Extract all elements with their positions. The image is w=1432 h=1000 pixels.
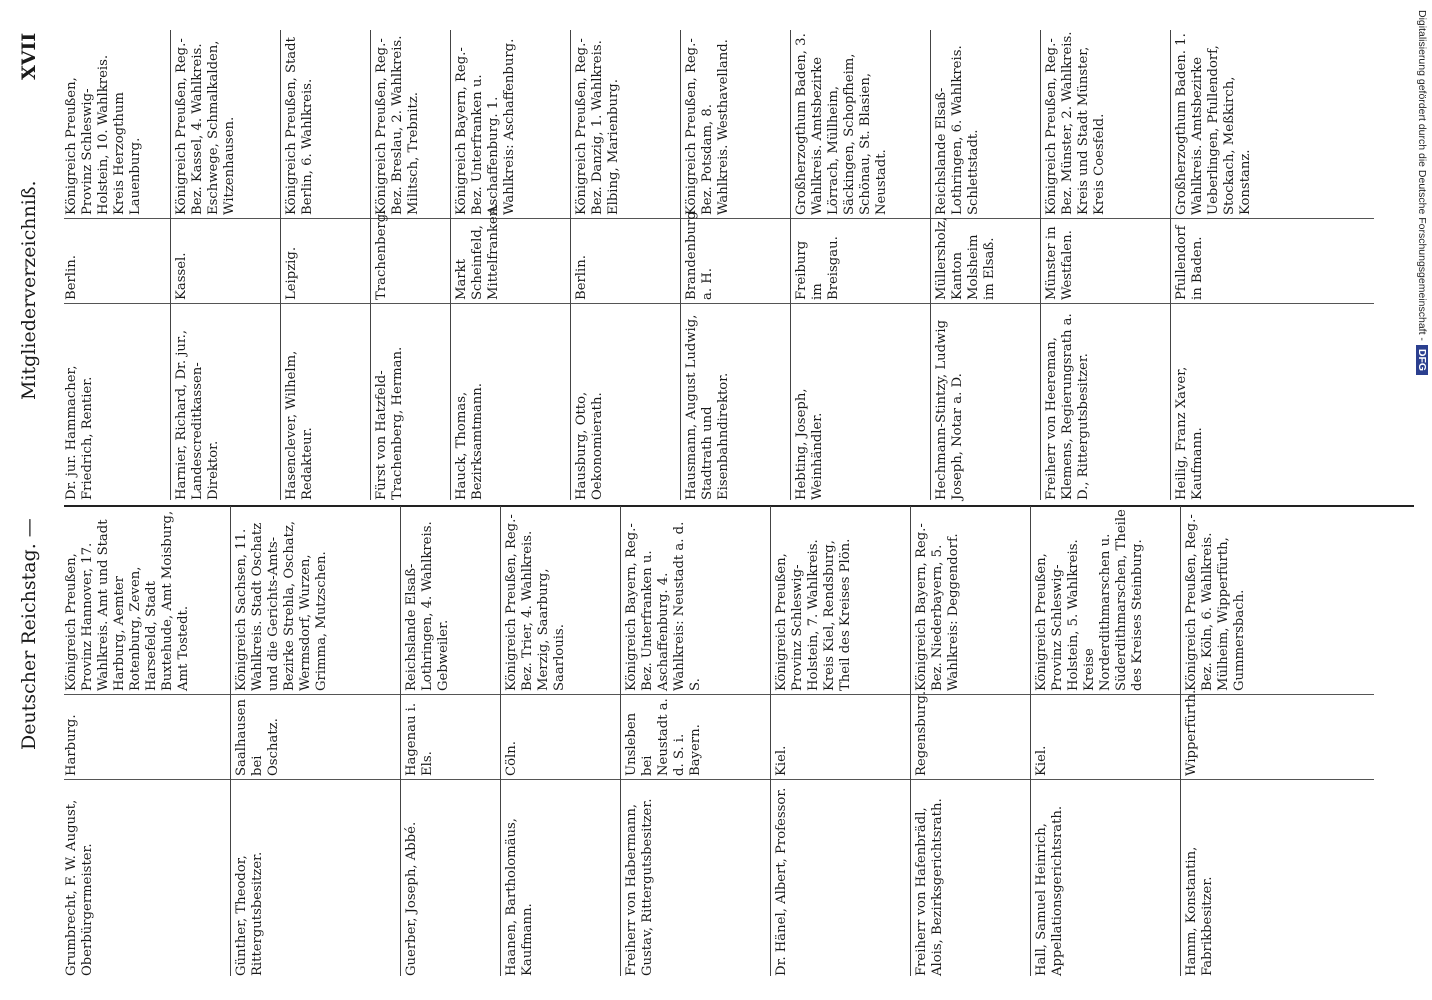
member-name: Freiherr von Heereman, Klemens, Regierungsrath a. D., Rittergutsbesitzer. xyxy=(1044,313,1091,500)
member-name: Haanen, Bartholomäus, Kaufmann. xyxy=(504,818,535,976)
member-name: Freiherr von Hafenbrädl, Alois, Bezirksgerichtsrath. xyxy=(914,798,945,976)
member-name: Günther, Theodor, Rittergutsbesitzer. xyxy=(234,851,265,976)
member-constituency: Königreich Preußen, Reg.-Bez. Kassel, 4. Wahlkreis. Eschwege, Schmalkalden, Witzenhausen. xyxy=(174,38,237,215)
member-constituency: Reichslande Elsaß-Lothringen, 4. Wahlkreis. Gebweiler. xyxy=(404,521,451,691)
member-entry xyxy=(404,506,504,976)
entry-separator xyxy=(620,506,621,976)
member-entry xyxy=(1044,30,1174,500)
member-constituency: Königreich Bayern, Reg.-Bez. Niederbayern, 5. Wahlkreis: Deggendorf. xyxy=(914,523,961,691)
watermark xyxy=(1408,10,1428,990)
entry-separator xyxy=(1040,30,1041,500)
member-residence: Brandenburg a. H. xyxy=(684,211,715,300)
entry-separator xyxy=(280,30,281,500)
member-name: Guerber, Joseph, Abbé. xyxy=(404,821,419,976)
member-residence: Wipperfürth. xyxy=(1184,689,1199,776)
running-header xyxy=(12,32,52,960)
entry-separator xyxy=(930,30,931,500)
member-entry xyxy=(174,30,284,500)
member-name: Hausburg, Otto, Oekonomierath. xyxy=(574,391,605,500)
member-name: Heilig, Franz Xaver, Kaufmann. xyxy=(1174,366,1205,500)
member-residence: Trachenberg. xyxy=(374,209,389,300)
member-residence: Kiel. xyxy=(774,745,789,776)
member-name: Fürst von Hatzfeld-Trachenberg, Herman. xyxy=(374,346,405,500)
member-entry xyxy=(234,506,404,976)
entry-separator xyxy=(910,506,911,976)
member-entry xyxy=(284,30,374,500)
member-name: Hamm, Konstantin, Fabrikbesitzer. xyxy=(1184,846,1215,976)
member-constituency: Königreich Preußen, Reg.-Bez. Trier, 4. Wahlkreis. Merzig, Saarburg, Saarlouis. xyxy=(504,514,567,691)
member-residence: Harburg. xyxy=(64,714,79,776)
member-name: Harnier, Richard, Dr. jur., Landescreditkassen-Direktor. xyxy=(174,329,221,500)
header-left: Deutscher Reichstag. — xyxy=(18,518,40,750)
member-constituency: Königreich Preußen, Reg.-Bez. Danzig, 1. Wahlkreis. Elbing, Marienburg. xyxy=(574,38,621,215)
member-residence: Münster in Westfalen. xyxy=(1044,226,1075,300)
member-constituency: Königreich Sachsen, 11. Wahlkreis. Stadt Oschatz und die Gerichts-Amts-Bezirke Strehla, Oschatz, Wermsdorf, Wurzen, Grimma, Mutzschen. xyxy=(234,520,329,691)
member-constituency: Königreich Preußen, Reg.-Bez. Münster, 2. Wahlkreis. Kreis und Stadt Münster, Kreis Coesfeld. xyxy=(1044,31,1107,215)
member-constituency: Königreich Preußen, Provinz Schleswig-Holstein, 7. Wahlkreis. Kreis Kiel, Rendsburg, Theil des Kreises Plön. xyxy=(774,538,853,691)
member-residence: Leipzig. xyxy=(284,246,299,300)
member-constituency: Königreich Preußen, Reg.-Bez. Köln, 6. Wahlkreis. Mülheim, Wipperfürth, Gummersbach. xyxy=(1184,514,1247,691)
entry-separator xyxy=(500,506,501,976)
member-residence: Hagenau i. Els. xyxy=(404,702,435,776)
entry-separator xyxy=(400,506,401,976)
member-entry xyxy=(774,506,914,976)
left-column xyxy=(64,496,1394,976)
member-residence: Freiburg im Breisgau. xyxy=(794,236,841,300)
member-entry xyxy=(1174,30,1314,500)
member-name: Hauck, Thomas, Bezirksamtmann. xyxy=(454,383,485,500)
member-name: Hall, Samuel Heinrich, Appellationsgerichtsrath. xyxy=(1034,805,1065,976)
member-constituency: Königreich Bayern, Reg.-Bez. Unterfranken u. Aschaffenburg. 1. Wahlkreis: Aschaffenburg. xyxy=(454,38,517,215)
header-right: Mitgliederverzeichniß. xyxy=(18,180,40,400)
member-constituency: Reichslande Elsaß-Lothringen, 6. Wahlkreis. Schlettstadt. xyxy=(934,45,981,215)
member-name: Dr. jur. Hammacher, Friedrich, Rentier. xyxy=(64,365,95,500)
member-constituency: Königreich Preußen, Reg.-Bez. Breslau, 2. Wahlkreis. Militsch, Trebnitz. xyxy=(374,35,421,215)
member-constituency: Königreich Preußen, Provinz Schleswig-Holstein, 10. Wahlkreis. Kreis Herzogthum Lauenburg. xyxy=(64,54,143,215)
member-entry xyxy=(64,506,234,976)
entry-separator xyxy=(770,506,771,976)
member-entry xyxy=(504,506,624,976)
entry-separator xyxy=(230,506,231,976)
member-entry xyxy=(374,30,454,500)
member-constituency: Königreich Preußen, Stadt Berlin, 6. Wahlkreis. xyxy=(284,37,315,215)
member-constituency: Königreich Bayern, Reg.-Bez. Unterfranken u. Aschaffenburg. 4. Wahlkreis: Neustadt a. d. S. xyxy=(624,521,703,691)
entry-separator xyxy=(570,30,571,500)
watermark-label: Digitalisierung gefördert durch die Deutsche Forschungsgemeinschaft - xyxy=(1416,10,1428,341)
member-entry xyxy=(934,30,1044,500)
dfg-logo: DFG xyxy=(1416,345,1428,375)
entry-separator xyxy=(170,30,171,500)
member-residence: Markt Scheinfeld, Mittelfranken. xyxy=(454,203,501,300)
member-name: Hasenclever, Wilhelm, Redakteur. xyxy=(284,350,315,500)
right-column xyxy=(64,20,1394,500)
member-residence: Berlin. xyxy=(574,255,589,300)
member-entry xyxy=(624,506,774,976)
member-residence: Kiel. xyxy=(1034,745,1049,776)
member-name: Freiherr von Habermann, Gustav, Rittergutsbesitzer. xyxy=(624,798,655,976)
member-residence: Regensburg. xyxy=(914,690,929,776)
member-entry xyxy=(794,30,934,500)
member-constituency: Großherzogthum Baden. 1. Wahlkreis. Amtsbezirke Ueberlingen, Pfullendorf, Stockach, Meßkirch, Konstanz. xyxy=(1174,33,1253,215)
member-constituency: Großherzogthum Baden, 3. Wahlkreis. Amtsbezirke Lörrach, Müllheim, Säckingen, Schopfheim, Schönau, St. Blasien, Neustadt. xyxy=(794,33,889,215)
member-residence: Berlin. xyxy=(64,255,79,300)
member-entry xyxy=(454,30,574,500)
member-constituency: Königreich Preußen, Provinz Hannover, 17. Wahlkreis. Amt und Stadt Harburg, Aemter Rotenburg, Zeven, Harsefeld, Stadt Buxtehude, Amt Moisburg, Amt Tostedt. xyxy=(64,510,191,691)
member-residence: Müllersholz, Kanton Molsheim im Elsaß. xyxy=(934,216,997,300)
entry-separator xyxy=(450,30,451,500)
member-name: Dr. Hänel, Albert, Professor. xyxy=(774,787,789,976)
member-name: Grumbrecht, F. W. August, Oberbürgermeister. xyxy=(64,799,95,976)
member-name: Hausmann, August Ludwig, Stadtrath und Eisenbahndirektor. xyxy=(684,314,731,500)
entry-separator xyxy=(680,30,681,500)
member-residence: Cöln. xyxy=(504,741,519,776)
member-constituency: Königreich Preußen, Reg.-Bez. Potsdam, 8. Wahlkreis. Westhavelland. xyxy=(684,38,731,215)
entry-separator xyxy=(1170,30,1171,500)
entry-separator xyxy=(790,30,791,500)
member-name: Hechmann-Stintzy, Ludwig Joseph, Notar a. D. xyxy=(934,319,965,500)
member-residence: Kassel. xyxy=(174,252,189,300)
member-entry xyxy=(64,30,174,500)
member-residence: Pfullendorf in Baden. xyxy=(1174,225,1205,300)
member-entry xyxy=(914,506,1034,976)
member-entry xyxy=(1034,506,1184,976)
member-name: Hebting, Joseph, Weinhändler. xyxy=(794,388,825,500)
member-entry xyxy=(684,30,794,500)
entry-separator xyxy=(370,30,371,500)
member-entry xyxy=(574,30,684,500)
entry-separator xyxy=(1030,506,1031,976)
member-residence: Saalhausen bei Oschatz. xyxy=(234,699,281,776)
member-constituency: Königreich Preußen, Provinz Schleswig-Holstein, 5. Wahlkreis. Kreise Norderdithmarschen u. Süderdithmarschen, Theile des Kreises Steinburg. xyxy=(1034,509,1145,691)
watermark-text xyxy=(1408,10,1428,990)
member-residence: Unsleben bei Neustadt a. d. S. i. Bayern. xyxy=(624,698,703,776)
entry-separator xyxy=(1180,506,1181,976)
member-entry xyxy=(1184,506,1354,976)
page-number: XVII xyxy=(18,32,40,80)
